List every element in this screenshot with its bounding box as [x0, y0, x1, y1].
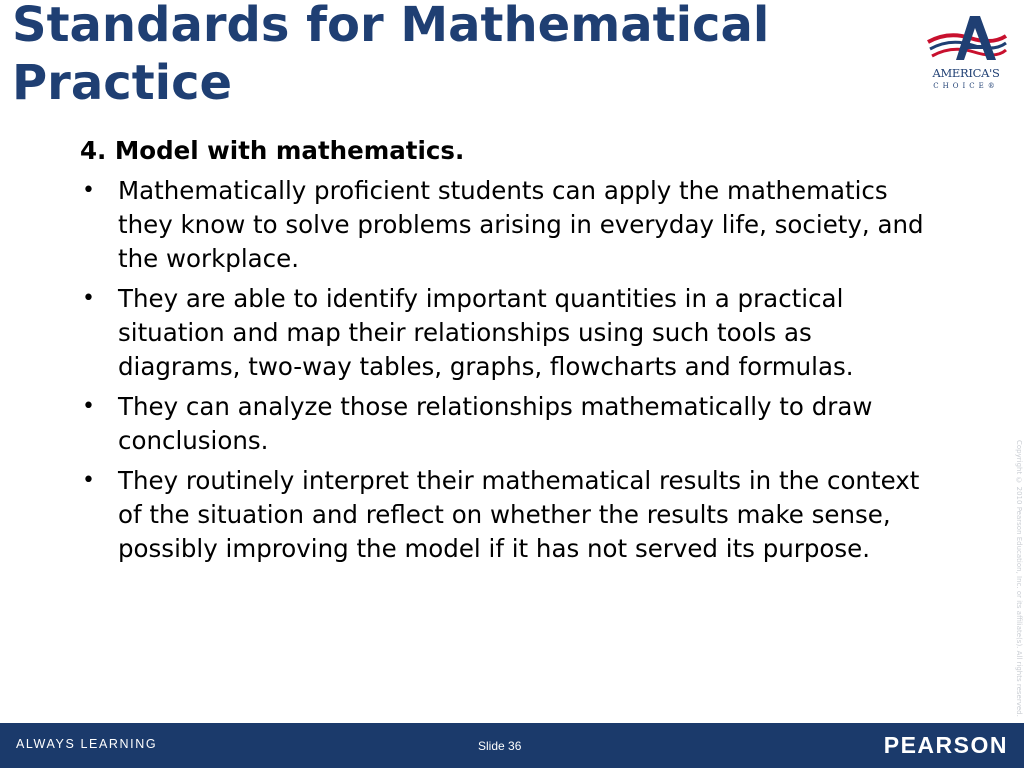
logo-text-choice: CHOICE® [933, 82, 999, 90]
copyright-notice: Copyright © 2010 Pearson Education, Inc. or its affiliate(s). All rights reserved. [1015, 440, 1023, 717]
slide-body [80, 134, 940, 572]
flag-a-icon [918, 14, 1014, 64]
bullet-item [80, 282, 940, 384]
bullet-list [80, 174, 940, 566]
americas-choice-logo [918, 14, 1014, 100]
logo-text-americas: AMERICA'S [932, 66, 1000, 80]
slide-title: Standards for Mathematical Practice [12, 0, 770, 111]
bullet-text: They routinely interpret their mathematical results in the context of the situation and reflect on whether the results make sense, possibly improving the model if it has not served its purpose. [118, 466, 920, 563]
bullet-text: They are able to identify important quantities in a practical situation and map their relationships using such tools as diagrams, two-way tables, graphs, flowcharts and formulas. [118, 284, 854, 381]
bullet-item [80, 390, 940, 458]
bullet-marker: • [82, 178, 95, 203]
bullet-item [80, 174, 940, 276]
slide-number: Slide 36 [478, 739, 522, 753]
bullet-text: They can analyze those relationships mathematically to draw conclusions. [118, 392, 873, 455]
bullet-item [80, 464, 940, 566]
footer-bar [0, 723, 1024, 768]
bullet-marker: • [82, 286, 95, 311]
footer-tagline: ALWAYS LEARNING [16, 737, 158, 751]
bullet-marker: • [82, 468, 95, 493]
bullet-text: Mathematically proficient students can apply the mathematics they know to solve problems arising in everyday life, society, and the workplace. [118, 176, 924, 273]
pearson-logo: PEARSON [883, 732, 1008, 758]
bullet-marker: • [82, 394, 95, 419]
registered-mark: ® [987, 82, 999, 90]
practice-heading: 4. Model with mathematics. [80, 136, 465, 165]
